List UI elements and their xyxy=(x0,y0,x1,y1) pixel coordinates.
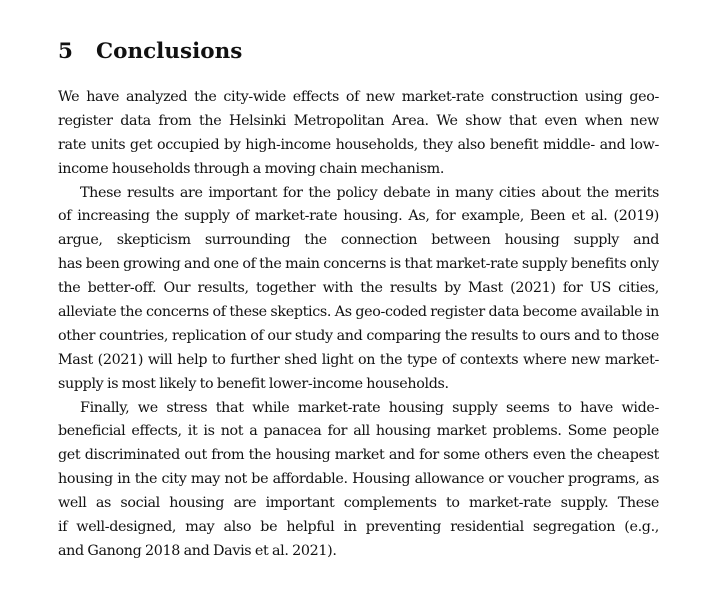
document-page xyxy=(58,38,659,564)
text-line: argue, skepticism surrounding the connection between housing supply and xyxy=(58,232,659,249)
text-line: We have analyzed the city-wide effects of new market-rate construction using geo- xyxy=(58,89,659,105)
text-line: well as social housing are important complements to market-rate supply. These xyxy=(58,495,659,512)
section-title: Conclusions xyxy=(96,39,243,64)
text-line: Finally, we stress that while market-rate housing supply seems to have wide- xyxy=(80,399,659,416)
text-line: register data from the Helsinki Metropolitan Area. We show that even when new xyxy=(58,112,659,129)
paragraph-limitations xyxy=(58,397,659,564)
text-line: and Ganong 2018 and Davis et al. 2021). xyxy=(58,542,337,559)
text-line: of increasing the supply of market-rate housing. As, for example, Been et al. (2019) xyxy=(58,208,659,225)
text-line: supply is most likely to benefit lower-income households. xyxy=(58,375,449,392)
text-line: other countries, replication of our study and comparing the results to ours and to those xyxy=(58,327,659,344)
paragraph-summary xyxy=(58,86,659,182)
text-line: has been growing and one of the main concerns is that market-rate supply benefits only xyxy=(58,256,659,273)
text-line: get discriminated out from the housing market and for some others even the cheapest xyxy=(58,447,659,464)
text-line: beneficial effects, it is not a panacea for all housing market problems. Some people xyxy=(58,423,659,440)
section-number: 5 xyxy=(58,39,73,64)
text-line: rate units get occupied by high-income households, they also benefit middle- and low- xyxy=(58,136,659,153)
text-line: housing in the city may not be affordable. Housing allowance or voucher programs, as xyxy=(58,471,659,488)
text-line: alleviate the concerns of these skeptics. As geo-coded register data become available in xyxy=(58,304,659,321)
text-line: income households through a moving chain mechanism. xyxy=(58,160,445,177)
text-line: the better-off. Our results, together with the results by Mast (2021) for US cities, xyxy=(58,280,659,297)
paragraph-policy-debate xyxy=(58,182,659,397)
text-line: if well-designed, may also be helpful in preventing residential segregation (e.g., xyxy=(58,519,659,536)
section-heading xyxy=(58,38,659,66)
text-line: These results are important for the policy debate in many cities about the merits xyxy=(80,184,659,201)
text-line: Mast (2021) will help to further shed light on the type of contexts where new market- xyxy=(58,351,659,368)
